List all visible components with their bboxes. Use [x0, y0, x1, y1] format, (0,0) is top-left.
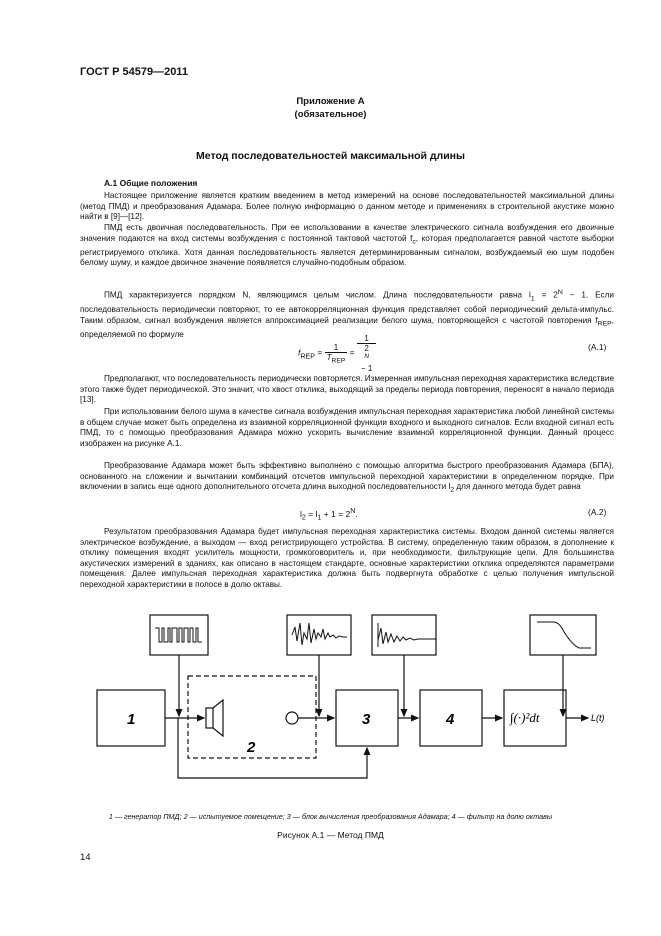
formula-a1-num2: 1	[357, 334, 376, 344]
formula-a2: $l_2 = l_1 + 1 = 2^N$.	[300, 507, 358, 522]
formula-a1-eq: =	[317, 347, 323, 358]
paragraph-intro: Настоящее приложение является кратким введением в метод измерений на основе последовательностей максимальной длины (метод ПМД) и преобразования Адамара. Более полную информацию о данном методе и применениях в строительной акустике можно найти в [9]—[12].	[80, 191, 614, 222]
block-1-label: 1	[127, 711, 136, 728]
paragraph-fht: Преобразование Адамара может быть эффективно выполнено с помощью алгоритма быстрого преобразования Адамара (БПА), основанного на сложении и вычитании комбинаций отсчетов импульсной переходной характеристики в определенном порядке. При включении в запись еще одного дополнительного отсчета длина выходной последовательности $l_2$ для данного метода будет равна	[80, 461, 614, 494]
document-title: Метод последовательностей максимальной длины	[196, 150, 465, 162]
paragraph-mls-order: ПМД характеризуется порядком N, являющимся целым числом. Длина последовательности равна $l_1 = 2^N - 1$. Если последовательность периодически повторяют, то ее автокорреляционная функция представляет собой периодический дельта-импульс. Таким образом, сигнал возбуждения является аппроксимацией реализации белого шума, повторяющейся с частотой повторения $f_{REP}$, определяемой по формуле	[80, 289, 614, 339]
response-waveform	[292, 623, 347, 645]
formula-a1-den2-rest: − 1	[360, 363, 373, 373]
formula-a1-tag: (А.1)	[588, 342, 607, 352]
paragraph-white-noise: При использовании белого шума в качестве сигнала возбуждения импульсная переходная характеристика любой линейной системы в общем случае может быть определена из взаимной корреляционной функции входного и выходного сигналов. Если входной сигнал есть ПМД, то с помощью преобразования Адамара можно ускорить вычисление взаимной корреляционной функции. Данный процесс изображен на рисунке А.1.	[80, 407, 614, 448]
block-2-label: 2	[247, 739, 256, 756]
paragraph-periodic: Предполагают, что последовательность периодически повторяется. Измеренная импульсная переходная характеристика вследствие этого также будет периодической. Это значит, что хвост отклика, выходящий за пределы периода повторения, переносят в начало периода [13].	[80, 374, 614, 405]
loudspeaker-body	[206, 708, 213, 728]
formula-a1-lhs: f	[298, 347, 301, 358]
decay-curve-inset	[530, 615, 596, 655]
paragraph-result: Результатом преобразования Адамара будет импульсная переходная характеристика системы. Входом данной системы является электрическое возбуждение, а выходом — вход регистрирующего устройства. В систему, определенную таким образом, в дополнение к отклику помещения входят усилитель мощности, громкоговоритель и, при необходимости, фильтрующие цепи. Для большинства акустических измерений в зданиях, как описано в настоящем стандарте, основные характеристики отклика определяются параметрами помещения. Далее импульсная переходная характеристика должна быть подвергнута обработке с целью получения импульсной переходной характеристики в полосе в долю октавы.	[80, 527, 614, 589]
output-label: L(t)	[591, 713, 605, 723]
formula-a1-lhs-sub: REP	[300, 352, 315, 361]
standard-header: ГОСТ Р 54579—2011	[80, 66, 188, 78]
formula-a1-den2-sup: N	[364, 353, 370, 360]
appendix-status: (обязательное)	[294, 109, 367, 120]
impulse-waveform	[378, 623, 436, 647]
page-number: 14	[80, 852, 91, 863]
loudspeaker-cone	[213, 700, 223, 736]
decay-curve	[537, 622, 591, 648]
formula-a2-tag: (А.2)	[588, 507, 607, 517]
formula-a1-num1: 1	[325, 343, 348, 353]
section-heading: А.1 Общие положения	[104, 178, 198, 188]
integral-label: ∫(·)²dt	[510, 710, 540, 725]
formula-a1-den1: T	[326, 352, 332, 362]
paragraph-mls-definition: ПМД есть двоичная последовательность. При ее использовании в качестве электрического сигнала возбуждения его двоичные значения подаются на вход системы возбуждения с постоянной тактовой частотой $f_c$, которая предполагается равной частоте выборки регистрируемого отклика. Хотя данная последовательность является детерминированным сигналом, возбуждаемый ею шум подобен белому шуму, и каждое двоичное значение появляется случайно-подобным образом.	[80, 223, 614, 268]
block-4-label: 4	[446, 711, 455, 728]
figure-title: Рисунок А.1 — Метод ПМД	[277, 830, 384, 840]
mls-waveform	[155, 628, 202, 642]
microphone-icon	[286, 712, 298, 724]
formula-a1-den1-sub: REP	[331, 357, 346, 365]
block-3-label: 3	[362, 711, 371, 728]
formula-a1-den2: 2	[364, 344, 369, 353]
appendix-title: Приложение А	[296, 96, 365, 107]
formula-a1-eq2: =	[349, 347, 355, 358]
figure-caption: 1 — генератор ПМД; 2 — испытуемое помещение; 3 — блок вычисления преобразования Адамара; 4 — фильтр на долю октавы	[108, 812, 553, 821]
